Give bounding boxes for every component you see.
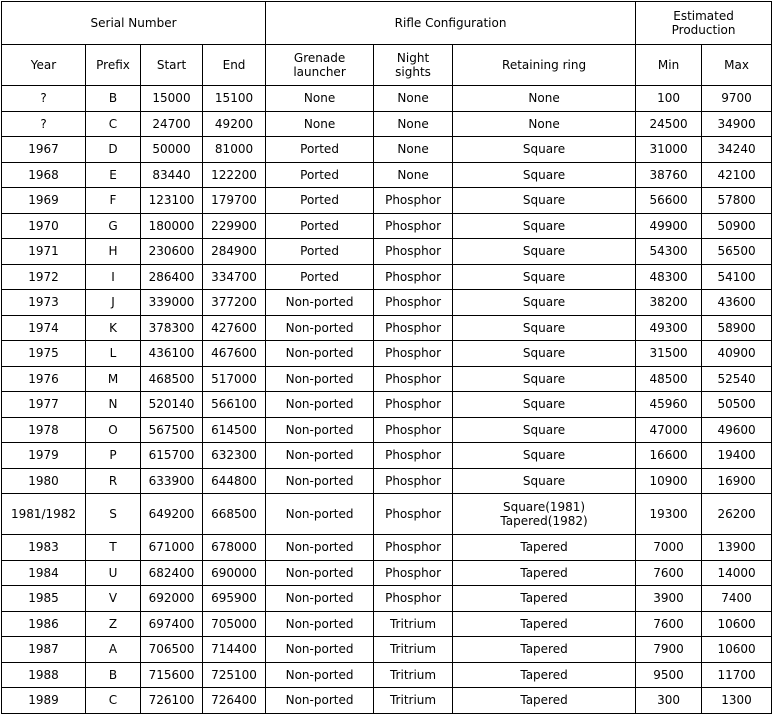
- cell-start: 697400: [141, 611, 203, 637]
- cell-ring: Tapered: [453, 662, 636, 688]
- cell-end: 15100: [203, 86, 266, 112]
- cell-prefix: K: [86, 315, 141, 341]
- cell-min: 38760: [636, 162, 702, 188]
- cell-night: Phosphor: [374, 468, 453, 494]
- cell-max: 34900: [702, 111, 772, 137]
- cell-night: Phosphor: [374, 494, 453, 535]
- cell-grenade: Ported: [266, 188, 374, 214]
- cell-ring: Square: [453, 443, 636, 469]
- cell-start: 615700: [141, 443, 203, 469]
- cell-min: 38200: [636, 290, 702, 316]
- cell-ring: None: [453, 86, 636, 112]
- cell-night: Phosphor: [374, 535, 453, 561]
- cell-max: 42100: [702, 162, 772, 188]
- cell-prefix: L: [86, 341, 141, 367]
- cell-start: 671000: [141, 535, 203, 561]
- cell-start: 378300: [141, 315, 203, 341]
- cell-year: 1980: [2, 468, 86, 494]
- cell-year: 1975: [2, 341, 86, 367]
- cell-end: 122200: [203, 162, 266, 188]
- cell-end: 334700: [203, 264, 266, 290]
- column-header-night-sights: Night sights: [374, 45, 453, 86]
- cell-min: 54300: [636, 239, 702, 265]
- cell-min: 48500: [636, 366, 702, 392]
- cell-prefix: D: [86, 137, 141, 163]
- cell-grenade: Non-ported: [266, 290, 374, 316]
- cell-night: Phosphor: [374, 188, 453, 214]
- cell-end: 644800: [203, 468, 266, 494]
- cell-prefix: U: [86, 560, 141, 586]
- cell-end: 705000: [203, 611, 266, 637]
- cell-ring: Tapered: [453, 560, 636, 586]
- column-header-end: End: [203, 45, 266, 86]
- cell-max: 13900: [702, 535, 772, 561]
- cell-max: 14000: [702, 560, 772, 586]
- cell-ring: Tapered: [453, 637, 636, 663]
- cell-prefix: B: [86, 662, 141, 688]
- cell-start: 692000: [141, 586, 203, 612]
- cell-night: Phosphor: [374, 366, 453, 392]
- cell-night: Phosphor: [374, 443, 453, 469]
- cell-end: 467600: [203, 341, 266, 367]
- cell-min: 48300: [636, 264, 702, 290]
- cell-end: 49200: [203, 111, 266, 137]
- cell-end: 678000: [203, 535, 266, 561]
- cell-prefix: M: [86, 366, 141, 392]
- cell-end: 517000: [203, 366, 266, 392]
- cell-max: 40900: [702, 341, 772, 367]
- cell-max: 57800: [702, 188, 772, 214]
- cell-ring: Tapered: [453, 688, 636, 714]
- serial-number-table: [1, 1, 772, 714]
- table-row: [2, 468, 772, 494]
- cell-end: 179700: [203, 188, 266, 214]
- cell-night: Phosphor: [374, 239, 453, 265]
- cell-prefix: I: [86, 264, 141, 290]
- cell-ring: Square: [453, 468, 636, 494]
- cell-night: Phosphor: [374, 586, 453, 612]
- cell-end: 614500: [203, 417, 266, 443]
- cell-grenade: Non-ported: [266, 341, 374, 367]
- cell-min: 3900: [636, 586, 702, 612]
- table-row: [2, 111, 772, 137]
- cell-end: 690000: [203, 560, 266, 586]
- cell-grenade: Ported: [266, 213, 374, 239]
- cell-year: 1983: [2, 535, 86, 561]
- cell-max: 49600: [702, 417, 772, 443]
- cell-year: ?: [2, 111, 86, 137]
- cell-prefix: H: [86, 239, 141, 265]
- group-header-row: [2, 2, 772, 45]
- cell-night: Phosphor: [374, 417, 453, 443]
- table-row: [2, 162, 772, 188]
- cell-min: 10900: [636, 468, 702, 494]
- cell-start: 123100: [141, 188, 203, 214]
- table-row: [2, 662, 772, 688]
- cell-ring: Tapered: [453, 535, 636, 561]
- table-row: [2, 392, 772, 418]
- cell-night: Tritrium: [374, 662, 453, 688]
- group-header-serial-number: Serial Number: [2, 2, 266, 45]
- table-row: [2, 188, 772, 214]
- cell-year: 1972: [2, 264, 86, 290]
- cell-max: 10600: [702, 637, 772, 663]
- cell-ring: Square: [453, 366, 636, 392]
- cell-ring: Square: [453, 188, 636, 214]
- cell-year: 1967: [2, 137, 86, 163]
- table-row: [2, 560, 772, 586]
- table-row: [2, 586, 772, 612]
- cell-end: 695900: [203, 586, 266, 612]
- cell-grenade: Non-ported: [266, 366, 374, 392]
- cell-ring: Square: [453, 264, 636, 290]
- cell-grenade: Non-ported: [266, 392, 374, 418]
- cell-ring: Square(1981) Tapered(1982): [453, 494, 636, 535]
- cell-grenade: Ported: [266, 239, 374, 265]
- cell-start: 24700: [141, 111, 203, 137]
- table-row: [2, 264, 772, 290]
- cell-end: 81000: [203, 137, 266, 163]
- table-row: [2, 417, 772, 443]
- cell-end: 229900: [203, 213, 266, 239]
- cell-prefix: O: [86, 417, 141, 443]
- cell-max: 58900: [702, 315, 772, 341]
- cell-prefix: V: [86, 586, 141, 612]
- cell-min: 19300: [636, 494, 702, 535]
- cell-max: 7400: [702, 586, 772, 612]
- table-row: [2, 535, 772, 561]
- cell-night: None: [374, 162, 453, 188]
- cell-start: 230600: [141, 239, 203, 265]
- cell-min: 100: [636, 86, 702, 112]
- cell-prefix: S: [86, 494, 141, 535]
- cell-max: 56500: [702, 239, 772, 265]
- cell-prefix: R: [86, 468, 141, 494]
- cell-night: Phosphor: [374, 213, 453, 239]
- cell-max: 50500: [702, 392, 772, 418]
- cell-ring: Square: [453, 417, 636, 443]
- cell-max: 43600: [702, 290, 772, 316]
- cell-ring: Square: [453, 315, 636, 341]
- cell-max: 52540: [702, 366, 772, 392]
- cell-year: 1969: [2, 188, 86, 214]
- cell-max: 50900: [702, 213, 772, 239]
- column-header-year: Year: [2, 45, 86, 86]
- cell-night: None: [374, 86, 453, 112]
- cell-grenade: Non-ported: [266, 535, 374, 561]
- cell-night: Phosphor: [374, 392, 453, 418]
- cell-end: 714400: [203, 637, 266, 663]
- cell-end: 726400: [203, 688, 266, 714]
- cell-prefix: C: [86, 688, 141, 714]
- table-row: [2, 137, 772, 163]
- cell-max: 10600: [702, 611, 772, 637]
- column-header-min: Min: [636, 45, 702, 86]
- cell-grenade: Non-ported: [266, 468, 374, 494]
- cell-start: 520140: [141, 392, 203, 418]
- column-header-start: Start: [141, 45, 203, 86]
- cell-ring: Square: [453, 290, 636, 316]
- cell-min: 56600: [636, 188, 702, 214]
- cell-year: 1977: [2, 392, 86, 418]
- cell-start: 436100: [141, 341, 203, 367]
- cell-start: 726100: [141, 688, 203, 714]
- cell-end: 725100: [203, 662, 266, 688]
- table-row: [2, 315, 772, 341]
- cell-prefix: Z: [86, 611, 141, 637]
- cell-prefix: E: [86, 162, 141, 188]
- cell-prefix: J: [86, 290, 141, 316]
- cell-year: 1987: [2, 637, 86, 663]
- cell-prefix: N: [86, 392, 141, 418]
- cell-night: Phosphor: [374, 341, 453, 367]
- table-body: [2, 86, 772, 714]
- cell-grenade: Ported: [266, 137, 374, 163]
- cell-max: 34240: [702, 137, 772, 163]
- cell-max: 1300: [702, 688, 772, 714]
- cell-end: 668500: [203, 494, 266, 535]
- cell-year: 1978: [2, 417, 86, 443]
- cell-start: 649200: [141, 494, 203, 535]
- cell-start: 633900: [141, 468, 203, 494]
- cell-min: 7000: [636, 535, 702, 561]
- cell-max: 11700: [702, 662, 772, 688]
- cell-ring: Square: [453, 213, 636, 239]
- cell-max: 54100: [702, 264, 772, 290]
- cell-year: 1985: [2, 586, 86, 612]
- cell-ring: None: [453, 111, 636, 137]
- cell-start: 567500: [141, 417, 203, 443]
- cell-start: 468500: [141, 366, 203, 392]
- cell-max: 16900: [702, 468, 772, 494]
- cell-end: 632300: [203, 443, 266, 469]
- cell-min: 9500: [636, 662, 702, 688]
- table-row: [2, 494, 772, 535]
- cell-night: Tritrium: [374, 688, 453, 714]
- cell-year: 1974: [2, 315, 86, 341]
- cell-prefix: B: [86, 86, 141, 112]
- cell-min: 45960: [636, 392, 702, 418]
- cell-min: 16600: [636, 443, 702, 469]
- cell-grenade: Non-ported: [266, 611, 374, 637]
- cell-grenade: Non-ported: [266, 637, 374, 663]
- cell-max: 19400: [702, 443, 772, 469]
- cell-year: 1988: [2, 662, 86, 688]
- cell-min: 7600: [636, 611, 702, 637]
- cell-end: 377200: [203, 290, 266, 316]
- cell-night: Phosphor: [374, 315, 453, 341]
- cell-ring: Tapered: [453, 586, 636, 612]
- table-row: [2, 239, 772, 265]
- column-header-prefix: Prefix: [86, 45, 141, 86]
- cell-ring: Square: [453, 137, 636, 163]
- cell-start: 50000: [141, 137, 203, 163]
- table-row: [2, 213, 772, 239]
- cell-start: 339000: [141, 290, 203, 316]
- cell-year: 1973: [2, 290, 86, 316]
- column-header-retaining-ring: Retaining ring: [453, 45, 636, 86]
- cell-min: 7600: [636, 560, 702, 586]
- cell-start: 286400: [141, 264, 203, 290]
- table-row: [2, 443, 772, 469]
- cell-grenade: Ported: [266, 264, 374, 290]
- cell-night: None: [374, 111, 453, 137]
- cell-grenade: Non-ported: [266, 417, 374, 443]
- group-header-estimated-production: Estimated Production: [636, 2, 772, 45]
- column-header-row: [2, 45, 772, 86]
- cell-end: 427600: [203, 315, 266, 341]
- table-row: [2, 611, 772, 637]
- cell-min: 7900: [636, 637, 702, 663]
- cell-min: 31500: [636, 341, 702, 367]
- cell-year: ?: [2, 86, 86, 112]
- cell-grenade: Non-ported: [266, 688, 374, 714]
- group-header-rifle-configuration: Rifle Configuration: [266, 2, 636, 45]
- cell-grenade: Ported: [266, 162, 374, 188]
- cell-night: Phosphor: [374, 290, 453, 316]
- cell-start: 180000: [141, 213, 203, 239]
- table-row: [2, 341, 772, 367]
- cell-grenade: None: [266, 86, 374, 112]
- cell-year: 1984: [2, 560, 86, 586]
- cell-night: Tritrium: [374, 611, 453, 637]
- cell-year: 1989: [2, 688, 86, 714]
- cell-end: 566100: [203, 392, 266, 418]
- cell-grenade: Non-ported: [266, 662, 374, 688]
- cell-grenade: Non-ported: [266, 494, 374, 535]
- cell-prefix: A: [86, 637, 141, 663]
- cell-ring: Square: [453, 341, 636, 367]
- cell-min: 31000: [636, 137, 702, 163]
- cell-grenade: None: [266, 111, 374, 137]
- cell-grenade: Non-ported: [266, 443, 374, 469]
- cell-night: None: [374, 137, 453, 163]
- cell-year: 1981/1982: [2, 494, 86, 535]
- cell-min: 47000: [636, 417, 702, 443]
- table-row: [2, 688, 772, 714]
- cell-start: 682400: [141, 560, 203, 586]
- cell-prefix: P: [86, 443, 141, 469]
- cell-year: 1979: [2, 443, 86, 469]
- cell-ring: Square: [453, 392, 636, 418]
- cell-year: 1971: [2, 239, 86, 265]
- cell-start: 715600: [141, 662, 203, 688]
- cell-year: 1976: [2, 366, 86, 392]
- table-row: [2, 637, 772, 663]
- cell-night: Phosphor: [374, 264, 453, 290]
- cell-prefix: G: [86, 213, 141, 239]
- cell-ring: Square: [453, 239, 636, 265]
- table-row: [2, 86, 772, 112]
- cell-prefix: T: [86, 535, 141, 561]
- column-header-grenade-launcher: Grenade launcher: [266, 45, 374, 86]
- cell-night: Phosphor: [374, 560, 453, 586]
- cell-min: 300: [636, 688, 702, 714]
- cell-start: 706500: [141, 637, 203, 663]
- cell-grenade: Non-ported: [266, 586, 374, 612]
- cell-grenade: Non-ported: [266, 560, 374, 586]
- cell-min: 49900: [636, 213, 702, 239]
- cell-grenade: Non-ported: [266, 315, 374, 341]
- cell-ring: Square: [453, 162, 636, 188]
- table-row: [2, 290, 772, 316]
- cell-max: 9700: [702, 86, 772, 112]
- cell-ring: Tapered: [453, 611, 636, 637]
- cell-night: Tritrium: [374, 637, 453, 663]
- cell-year: 1970: [2, 213, 86, 239]
- cell-max: 26200: [702, 494, 772, 535]
- column-header-max: Max: [702, 45, 772, 86]
- cell-year: 1968: [2, 162, 86, 188]
- cell-end: 284900: [203, 239, 266, 265]
- cell-year: 1986: [2, 611, 86, 637]
- cell-min: 49300: [636, 315, 702, 341]
- cell-start: 15000: [141, 86, 203, 112]
- table-row: [2, 366, 772, 392]
- cell-min: 24500: [636, 111, 702, 137]
- cell-prefix: C: [86, 111, 141, 137]
- cell-start: 83440: [141, 162, 203, 188]
- cell-prefix: F: [86, 188, 141, 214]
